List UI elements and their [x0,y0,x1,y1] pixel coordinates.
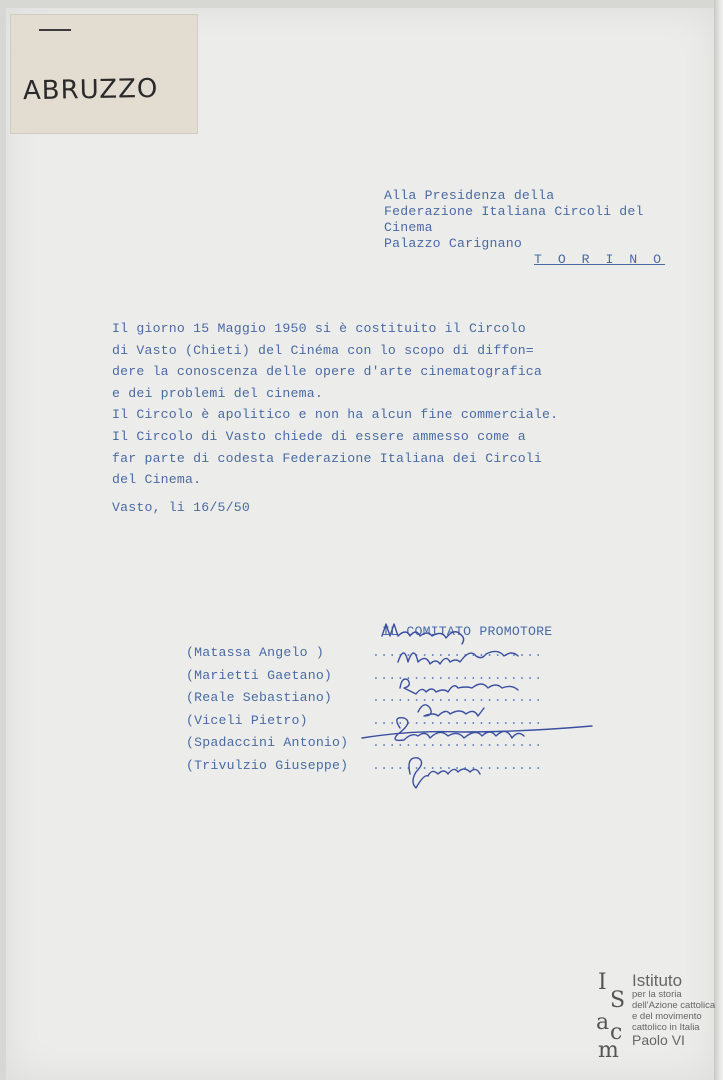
institute-name [632,972,715,1048]
logo-line: Istituto [632,971,683,990]
body-line: di Vasto (Chieti) del Cinéma con lo scopo di diffon= [112,342,534,358]
signature-line: ..................... [372,735,543,750]
slip-dash [39,29,71,31]
address-line: Federazione Italiana Circoli del [384,204,644,219]
member-row [186,687,542,710]
member-name: (Spadaccini Antonio) [186,735,349,750]
body-line: far parte di codesta Federazione Italiana dei Circoli [112,450,543,466]
member-name: (Trivulzio Giuseppe) [186,757,349,773]
signature-line: ..................... [372,712,543,728]
member-row [186,710,542,733]
member-name: (Viceli Pietro) [186,712,308,728]
address-line: Palazzo Carignano [384,236,522,251]
body-line: Il giorno 15 Maggio 1950 si è costituito il Circolo [112,321,526,336]
document-page [6,8,716,1080]
committee-members [186,642,542,777]
signature-line: ..................... [372,645,543,660]
letter-body [112,318,558,491]
logo-line: per la storia [632,989,682,1000]
page-edge [714,0,723,1080]
member-name: (Matassa Angelo ) [186,645,324,660]
body-line: e dei problemi del cinema. [112,385,323,401]
isacem-mark: I S a c m [596,970,626,1063]
logo-line: Paolo VI [632,1032,685,1048]
body-line: Il Circolo è apolitico e non ha alcun fine commerciale. [112,407,559,423]
member-row [186,755,542,778]
signature-line: ..................... [372,667,543,683]
body-line: Il Circolo di Vasto chiede di essere ammesso come a [112,428,526,444]
label-slip [10,14,198,134]
member-name: (Reale Sebastiano) [186,690,333,705]
logo-line: cattolico in Italia [632,1022,700,1033]
member-row [186,665,542,688]
member-name: (Marietti Gaetano) [186,667,333,683]
committee-title: IL COMITATO PROMOTORE [382,624,553,639]
address-city: T O R I N O [534,252,666,267]
recipient-address [384,188,665,268]
address-line: Alla Presidenza della [384,188,555,203]
signature-line: ..................... [372,690,543,705]
member-row [186,642,542,665]
letter-date: Vasto, li 16/5/50 [112,500,250,515]
address-line: Cinema [384,220,433,235]
body-line: del Cinema. [112,472,202,488]
region-label: ABRUZZO [22,73,159,107]
member-row [186,732,542,755]
logo-line: dell'Azione cattolica [632,1000,716,1011]
logo-line: e del movimento [632,1011,702,1022]
institute-logo [596,972,716,1064]
signature-line: ..................... [372,757,543,773]
body-line: dere la conoscenza delle opere d'arte cinematografica [112,364,543,380]
